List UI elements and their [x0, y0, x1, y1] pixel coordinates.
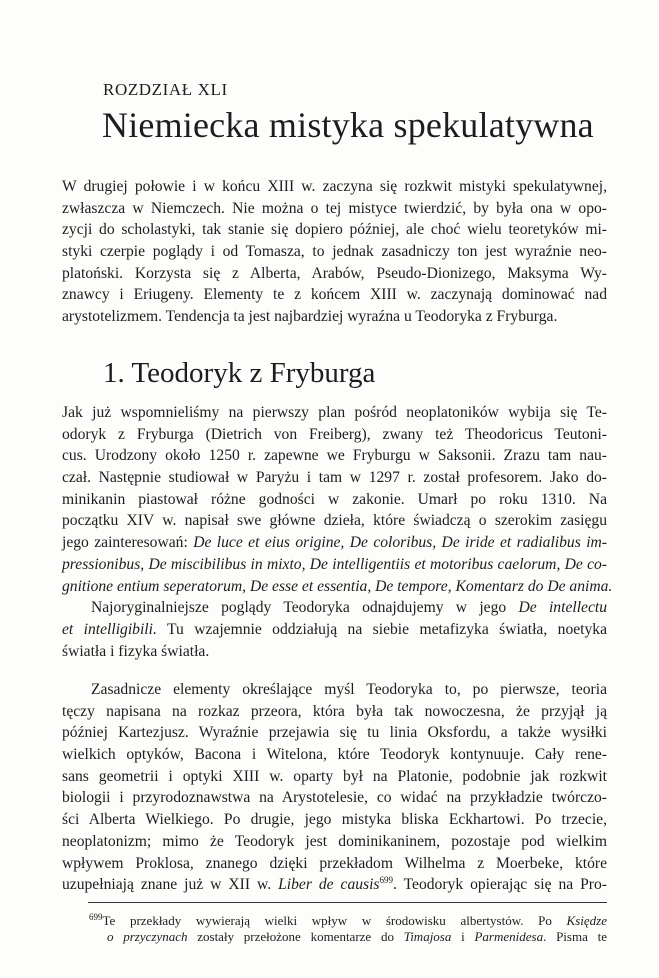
text-line: Zasadnicze elementy określające myśl Teodoryka to, po pierwsze, teoria	[91, 681, 607, 698]
footnote-line	[89, 907, 607, 927]
text-line: czał. Następnie studiował w Paryżu i tam w 1297 r. został profesorem. Jako do-	[62, 469, 607, 487]
text-line: biologii i przyrodoznawstwa na Arystotelesie, co widać na przykładzie twórczo-	[62, 789, 607, 807]
work-title: o przyczynach	[107, 929, 188, 944]
text-line: światła i fizyka światła.	[62, 642, 210, 660]
text-line: odoryk z Fryburga (Dietrich von Freiberg), zwany też Theodoricus Teutoni-	[62, 425, 607, 443]
text-span: jego zainteresowań:	[62, 534, 194, 552]
section-paragraph-1	[62, 402, 613, 662]
work-title: Parmenidesa	[474, 929, 544, 944]
footnote-line	[89, 927, 607, 947]
text-line	[62, 597, 607, 619]
text-line: sans geometrii i optyki XIII w. oparty był na Platonie, podobnie jak rozkwit	[62, 767, 607, 785]
text-span: i	[451, 929, 475, 944]
text-line: tęczy napisana na rozkaz przeora, która była tak nowoczesna, że przyjął ją	[62, 702, 607, 720]
footnote-ref[interactable]: 699	[379, 875, 394, 886]
work-title: Liber de causis	[278, 876, 380, 894]
text-line	[62, 576, 613, 598]
footnote-divider	[88, 902, 607, 903]
text-line	[62, 532, 607, 554]
chapter-title: Niemiecka mistyka spekulatywna	[102, 105, 594, 145]
text-line: platoński. Korzysta się z Alberta, Arabów, Pseudo-Dionizego, Maksyma Wy-	[62, 264, 607, 282]
work-titles: gnitione entium seperatorum, De esse et essentia, De tempore, Komentarz do De anima.	[62, 577, 613, 595]
chapter-label: ROZDZIAŁ XLI	[103, 80, 228, 99]
text-line: W drugiej połowie i w końcu XIII w. zaczyna się rozkwit mistyki spekulatywnej,	[62, 178, 607, 195]
text-line	[62, 874, 607, 896]
text-line: zycji do scholastyki, tak stanie się dopiero później, ale choć wielu teoretyków mi-	[62, 221, 607, 239]
text-line: styki czerpie poglądy i od Tomasza, to jednak zasadniczy ton jest wyraźnie neo-	[62, 243, 607, 261]
text-line: arystotelizmem. Tendencja ta jest najbardziej wyraźna u Teodoryka z Fryburga.	[62, 308, 558, 326]
text-line	[62, 554, 607, 576]
text-line	[62, 619, 607, 641]
footnote	[89, 907, 607, 947]
text-span: zostały przełożone komentarze do	[187, 929, 404, 944]
text-line: znawcy i Eriugeny. Elementy te z końcem XIII w. zaczynają dominować nad	[62, 286, 607, 304]
section-paragraph-3	[62, 679, 607, 896]
intro-paragraph	[62, 176, 607, 328]
text-line: wpływem Proklosa, znanego dzięki przekładom Wilhelma z Moerbeke, które	[62, 854, 607, 872]
section-title: 1. Teodoryk z Fryburga	[103, 357, 376, 389]
text-line: wielkich optyków, Bacona i Witelona, które Teodoryk kontynuuje. Cały rene-	[62, 746, 607, 764]
work-title: Timajosa	[403, 929, 452, 944]
work-titles: pressionibus, De miscibilibus in mixto, De intelligentiis et motoribus caelorum, De co-	[62, 555, 607, 573]
text-line: zwłaszcza w Niemczech. Nie można o tej mistyce twierdzić, by była ona w opo-	[62, 199, 607, 217]
text-span: . Teodoryk opierając się na Pro-	[393, 876, 607, 894]
text-span: . Pisma te	[543, 929, 607, 944]
work-title: et intelligibili.	[62, 620, 157, 638]
text-line: później Kartezjusz. Wyraźnie przejawia się tu linia Oksfordu, a także wysiłki	[62, 724, 607, 742]
text-line: początku XIV w. napisał swe główne dzieła, które świadczą o szerokim zasięgu	[62, 512, 607, 530]
text-line: minikanin piastował różne godności w zakonie. Umarł po roku 1310. Na	[62, 490, 607, 508]
text-line: neoplatonizm; mimo że Teodoryk jest dominikaninem, pozostaje pod wielkim	[62, 832, 607, 850]
work-titles: De luce et eius origine, De coloribus, De iride et radialibus im-	[193, 534, 607, 552]
text-span: Te przekłady wywierają wielki wpływ w środowisku albertystów. Po	[102, 913, 567, 928]
text-line: cus. Urodzony około 1250 r. zapewne we Fryburgu w Saksonii. Zrazu tam nau-	[62, 447, 607, 465]
text-line: Jak już wspomnieliśmy na pierwszy plan pośród neoplatoników wybija się Te-	[62, 404, 607, 421]
footnote-number: 699	[89, 912, 103, 922]
work-title: De intellectu	[518, 599, 607, 617]
text-span: Tu wzajemnie oddziałują na siebie metafizyka światła, noetyka	[156, 620, 608, 638]
work-title: Księdze	[566, 913, 607, 928]
text-line: ści Alberta Wielkiego. Po drugie, jego mistyka bliska Eckhartowi. Po trzecie,	[62, 811, 607, 829]
text-span: Najoryginalniejsze poglądy Teodoryka odnajdujemy w jego	[91, 599, 519, 617]
text-span: uzupełniają znane już w XII w.	[62, 876, 279, 894]
